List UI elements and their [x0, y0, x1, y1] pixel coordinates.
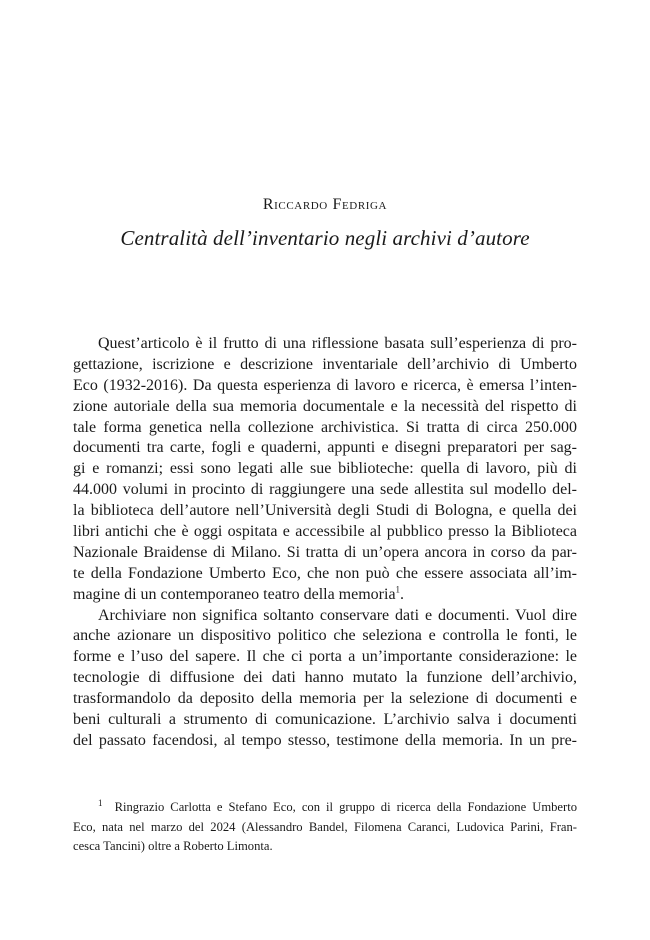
body-line: beni culturali a strumento di comunicazione. L’archivio salva i documenti [73, 711, 577, 729]
body-line: anche azionare un dispositivo politico che seleziona e controlla le fonti, le [73, 627, 577, 645]
footnote-line: Eco, nata nel marzo del 2024 (Alessandro Bandel, Filomena Caranci, Ludovica Parini, Fran- [73, 819, 577, 834]
footnote-line: cesca Tancini) oltre a Roberto Limonta. [73, 839, 273, 853]
body-line: gi e romanzi; essi sono legati alle sue biblioteche: quella di lavoro, più di [73, 460, 577, 478]
article-title: Centralità dell’inventario negli archivi d’autore [120, 226, 530, 250]
sentence-period: . [400, 585, 405, 603]
body-line: tale forma genetica nella collezione archivistica. Si tratta di circa 250.000 [73, 418, 577, 436]
body-line: zione autoriale della sua memoria documentale e la necessità del rispetto di [73, 397, 577, 415]
body-line: la biblioteca dell’autore nell’Università degli Studi di Bologna, e quella dei [73, 502, 577, 520]
body-line: trasformandolo da deposito della memoria per la selezione di documenti e [73, 690, 577, 708]
footnote-text: Ringrazio Carlotta e Stefano Eco, con il gruppo di ricerca della Fondazione Umberto [114, 800, 578, 814]
footnote-reference[interactable]: 1 [395, 584, 401, 595]
body-line: Archiviare non significa soltanto conservare dati e documenti. Vuol dire [98, 606, 577, 624]
body-line: tecnologie di diffusione dei dati hanno mutato la funzione dell’archivio, [73, 669, 577, 687]
footnote-line [73, 798, 577, 818]
body-line: 44.000 volumi in procinto di raggiungere una sede allestita sul modello del- [73, 481, 577, 499]
footnote-number: 1 [98, 797, 103, 808]
body-line: forme e l’uso del sapere. Il che ci porta a un’importante considerazione: le [73, 648, 577, 666]
body-line: documenti tra carte, fogli e quaderni, appunti e disegni preparatori per sag- [73, 439, 577, 457]
body-line-text: magine di un contemporaneo teatro della memoria [73, 585, 396, 603]
body-line: Quest’articolo è il frutto di una riflessione basata sull’esperienza di pro- [98, 335, 577, 352]
footnote [73, 798, 577, 857]
body-line: gettazione, iscrizione e descrizione inventariale dell’archivio di Umberto [73, 355, 577, 373]
body-line-paragraph-end [73, 585, 577, 606]
body-line: Nazionale Braidense di Milano. Si tratta di un’opera ancora in corso da par- [73, 543, 577, 561]
body-line: Eco (1932-2016). Da questa esperienza di lavoro e ricerca, è emersa l’inten- [73, 376, 577, 394]
body-line: libri antichi che è oggi ospitata e accessibile al pubblico presso la Biblioteca [73, 523, 577, 541]
body-line: te della Fondazione Umberto Eco, che non può che essere associata all’im- [73, 564, 577, 582]
body-text [73, 334, 577, 752]
author-name: Riccardo Fedriga [262, 196, 388, 213]
body-line: del passato facendosi, al tempo stesso, testimone della memoria. In un pre- [73, 731, 577, 749]
